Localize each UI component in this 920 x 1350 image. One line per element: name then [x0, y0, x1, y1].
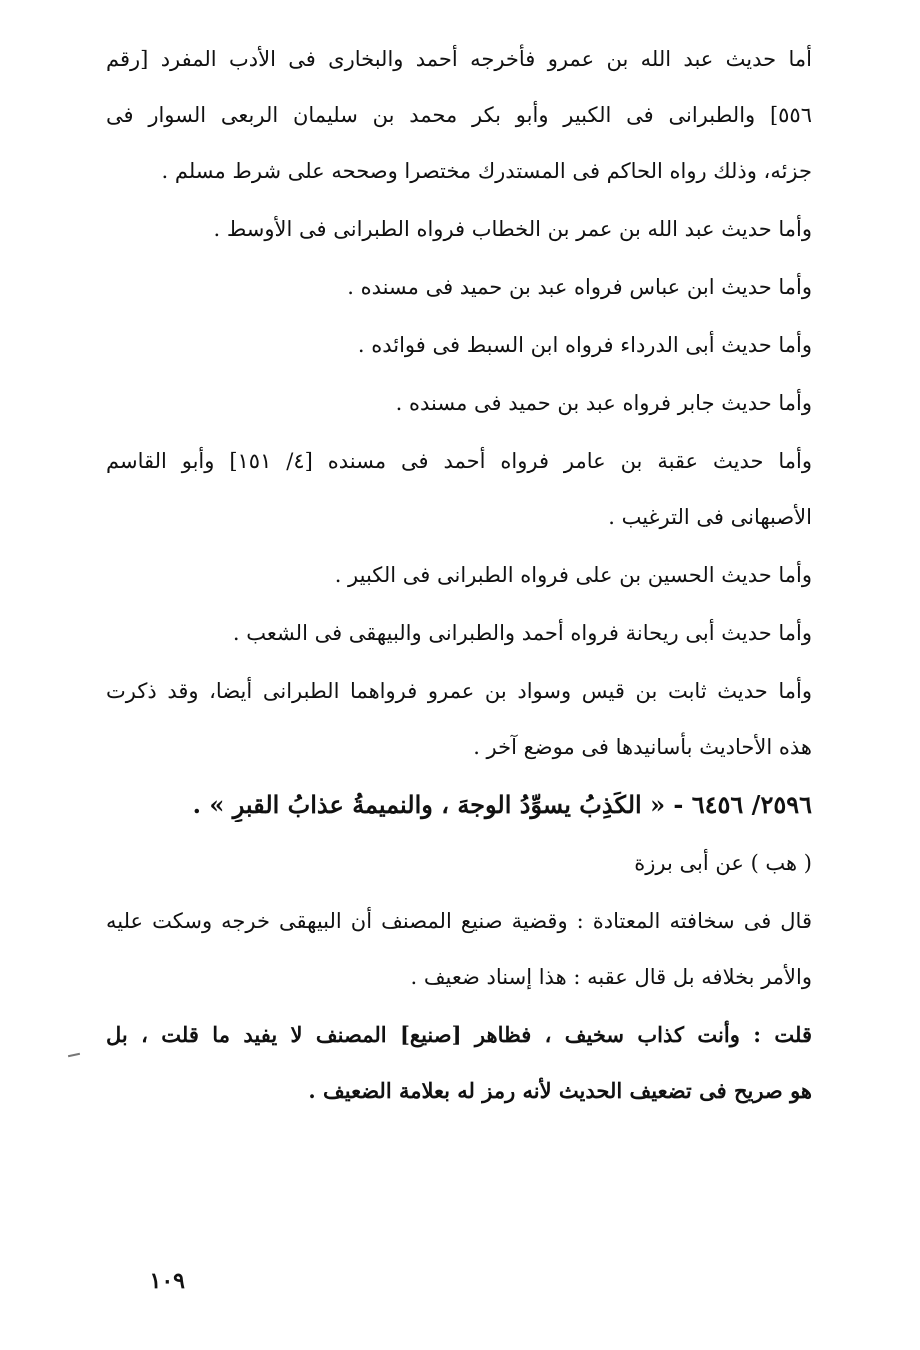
- hadith-source: ( هب ) عن أبى برزة: [634, 851, 812, 875]
- text-line: هو صريح فى تضعيف الحديث لأنه رمز له بعلامة الضعيف .: [308, 1078, 812, 1103]
- text-line: وأما حديث عقبة بن عامر فرواه أحمد فى مسنده [٤/ ١٥١] وأبو القاسم: [106, 449, 812, 473]
- text-line: الأصبهانى فى الترغيب .: [608, 505, 812, 529]
- text-line: وأما حديث ابن عباس فرواه عبد بن حميد فى مسنده .: [347, 275, 812, 299]
- hadith-entry: ٢٥٩٦/ ٦٤٥٦ - « الكَذِبُ يسوِّدُ الوجهَ ، والنميمةُ عذابُ القبرِ » .: [192, 790, 812, 819]
- text-line: وأما حديث أبى الدرداء فرواه ابن السبط فى فوائده .: [357, 333, 812, 357]
- text-line: وأما حديث أبى ريحانة فرواه أحمد والطبرانى والبيهقى فى الشعب .: [232, 621, 812, 645]
- scan-mark: [68, 1053, 80, 1057]
- text-line: وأما حديث عبد الله بن عمر بن الخطاب فرواه الطبرانى فى الأوسط .: [213, 217, 812, 241]
- text-line: جزئه، وذلك رواه الحاكم فى المستدرك مختصرا وصححه على شرط مسلم .: [161, 159, 812, 183]
- text-line: وأما حديث جابر فرواه عبد بن حميد فى مسنده .: [395, 391, 812, 415]
- text-line: وأما حديث ثابت بن قيس وسواد بن عمرو فرواهما الطبرانى أيضا، وقد ذكرت: [106, 679, 812, 703]
- text-line: قال فى سخافته المعتادة : وقضية صنيع المصنف أن البيهقى خرجه وسكت عليه: [106, 909, 812, 933]
- text-line: هذه الأحاديث بأسانيدها فى موضع آخر .: [473, 735, 812, 759]
- text-line: ٥٥٦] والطبرانى فى الكبير وأبو بكر محمد بن سليمان الربعى السوار فى: [106, 103, 812, 127]
- text-line: قلت : وأنت كذاب سخيف ، فظاهر [صنيع] المصنف لا يفيد ما قلت ، بل: [106, 1022, 812, 1047]
- text-line: والأمر بخلافه بل قال عقبه : هذا إسناد ضعيف .: [410, 965, 812, 989]
- page-body: [106, 44, 812, 1106]
- page-number: ١٠٩: [149, 1268, 185, 1294]
- text-line: وأما حديث الحسين بن على فرواه الطبرانى فى الكبير .: [334, 563, 812, 587]
- text-line: أما حديث عبد الله بن عمرو فأخرجه أحمد والبخارى فى الأدب المفرد [رقم: [106, 47, 812, 71]
